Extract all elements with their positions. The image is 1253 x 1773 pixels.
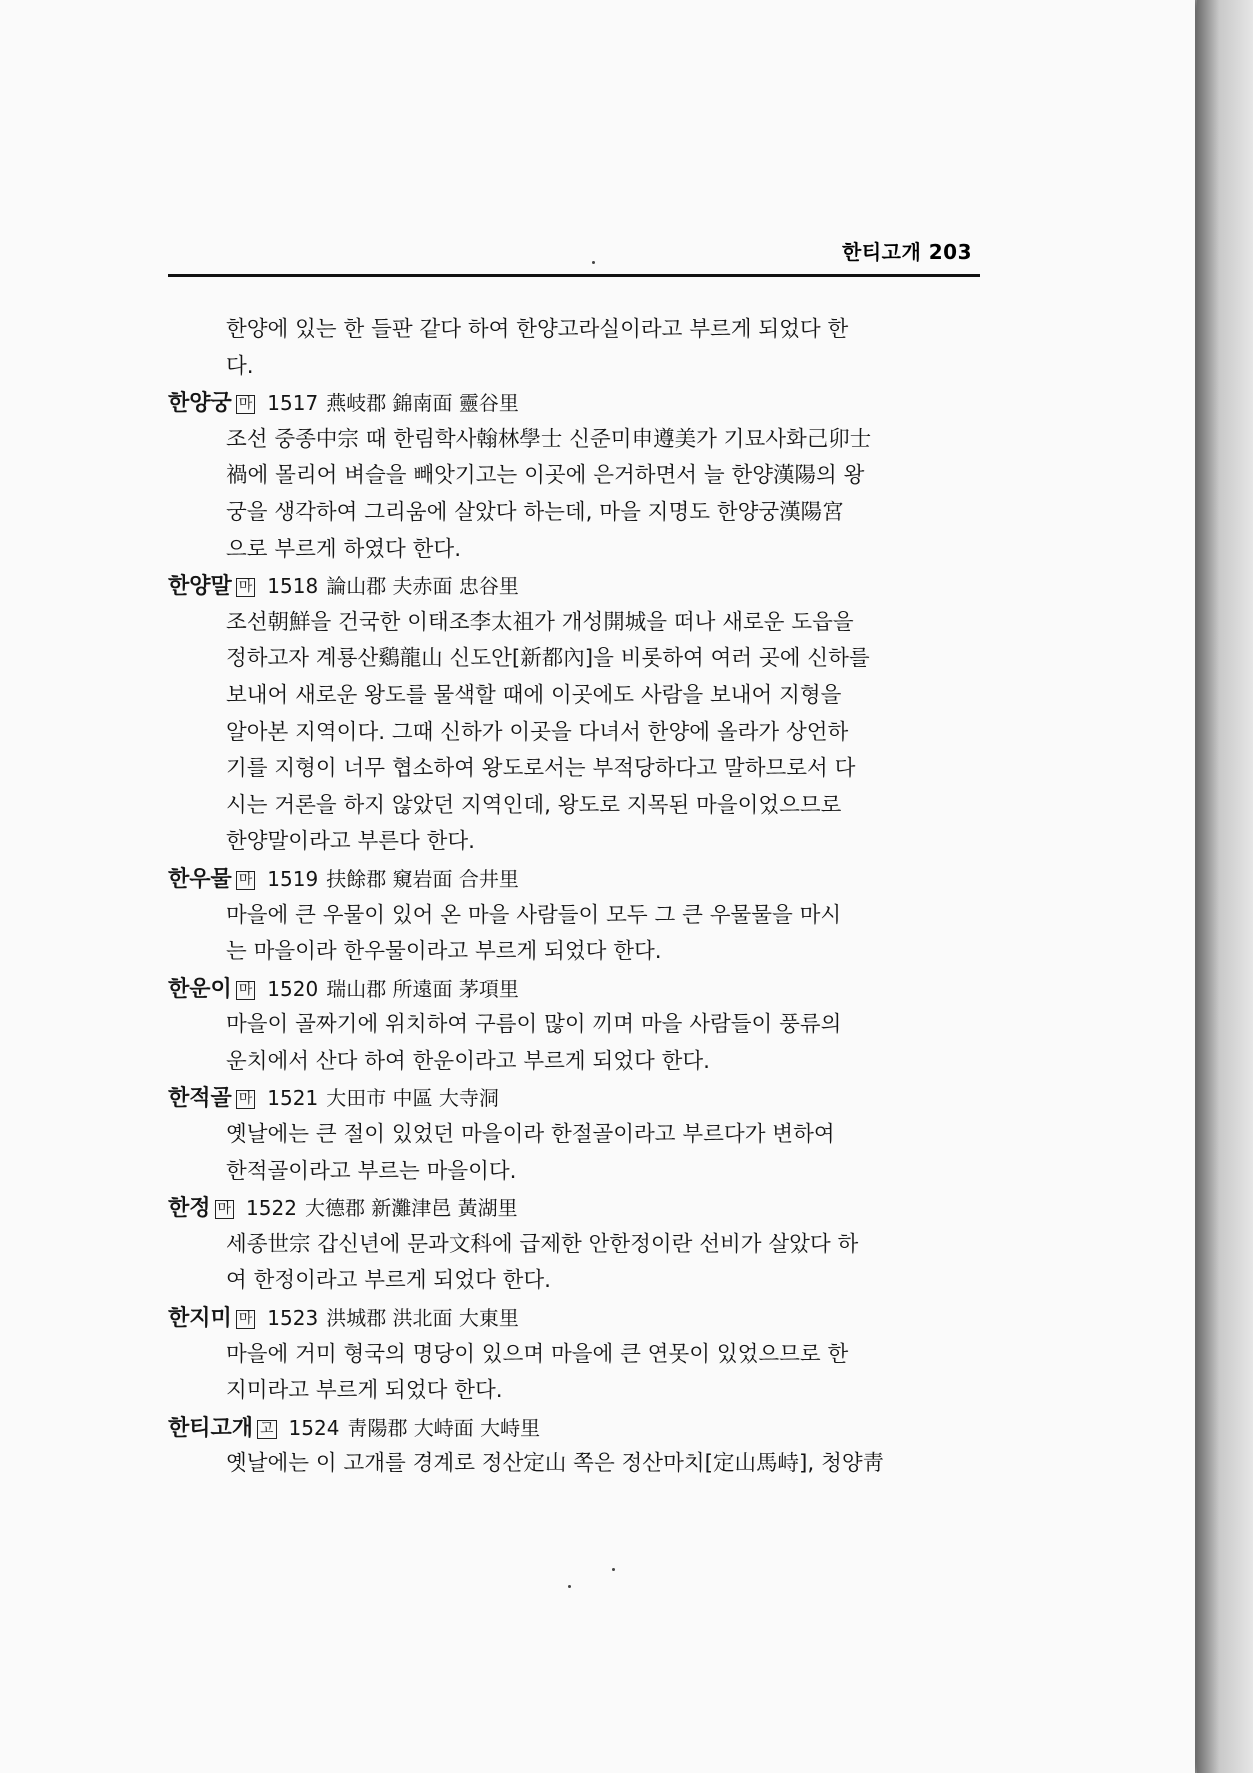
- entry-number: 1518: [267, 574, 319, 599]
- entry-header: [168, 568, 980, 605]
- entry-place: 大田市 中區 大寺洞: [326, 1086, 499, 1111]
- category-mark: 마: [236, 1310, 256, 1329]
- entry-header: [168, 1190, 980, 1227]
- dictionary-body: [168, 312, 980, 1483]
- continued-text-line: 한양에 있는 한 들판 같다 하여 한양고라실이라고 부르게 되었다 한: [226, 317, 849, 342]
- continued-text-line: 다.: [226, 353, 254, 379]
- entry-headword: 한운이: [168, 976, 232, 1002]
- entry-number: 1520: [267, 976, 319, 1001]
- category-mark: 마: [236, 871, 256, 890]
- entry-place: 扶餘郡 窺岩面 合井里: [326, 866, 519, 891]
- entry-header: [168, 861, 980, 898]
- entry-place: 洪城郡 洪北面 大東里: [326, 1306, 519, 1331]
- category-mark: 마: [236, 395, 256, 414]
- entry-headword: 한티고개: [168, 1415, 254, 1441]
- entry-text-line: 시는 거론을 하지 않았던 지역인데, 왕도로 지목된 마을이었으므로: [226, 792, 842, 818]
- entry-headword: 한양말: [168, 574, 232, 600]
- entry-number: 1517: [267, 391, 319, 416]
- entry-text-line: 옛날에는 이 고개를 경계로 정산定山 쪽은 정산마치[定山馬峙], 청양靑: [226, 1451, 885, 1477]
- entry-header: [168, 971, 980, 1008]
- entry-text-line: 마을이 골짜기에 위치하여 구름이 많이 끼며 마을 사람들이 풍류의: [226, 1012, 842, 1038]
- entry-text-line: 마을에 큰 우물이 있어 온 마을 사람들이 모두 그 큰 우물물을 마시: [226, 902, 842, 928]
- entry-text-line: 옛날에는 큰 절이 있었던 마을이라 한절골이라고 부르다가 변하여: [226, 1122, 835, 1148]
- entry-header: [168, 385, 980, 422]
- running-head-text: 한티고개 203: [842, 240, 972, 264]
- entry-number: 1523: [267, 1306, 319, 1331]
- category-mark: 마: [236, 981, 256, 1000]
- entry-number: 1524: [288, 1415, 340, 1440]
- entry-text-line: 여 한정이라고 부르게 되었다 한다.: [226, 1268, 551, 1294]
- entry-place: 論山郡 夫赤面 忠谷里: [326, 574, 519, 599]
- entry-headword: 한양궁: [168, 391, 232, 417]
- entry-place: 靑陽郡 大峙面 大峙里: [347, 1415, 541, 1440]
- entry-text-line: 으로 부르게 하였다 한다.: [226, 536, 462, 562]
- entry-header: [168, 1410, 980, 1447]
- entry-text-line: 세종世宗 갑신년에 문과文科에 급제한 안한정이란 선비가 살았다 하: [226, 1231, 859, 1257]
- scan-speck: [592, 261, 595, 264]
- entry-text-line: 한적골이라고 부르는 마을이다.: [226, 1158, 517, 1184]
- entry-number: 1519: [267, 866, 319, 891]
- entry-text-line: 한양말이라고 부른다 한다.: [226, 829, 475, 855]
- entry-place: 瑞山郡 所遠面 茅項里: [326, 976, 519, 1001]
- entry-place: 大德郡 新灘津邑 黃湖里: [304, 1196, 518, 1221]
- entry-text-line: 는 마을이라 한우물이라고 부르게 되었다 한다.: [226, 939, 662, 965]
- running-header: [168, 230, 980, 277]
- scan-speck: [612, 1568, 615, 1571]
- entry-number: 1522: [246, 1196, 297, 1221]
- page-edge-shadow: [1197, 0, 1253, 1773]
- entry-text-line: 조선 중종中宗 때 한림학사翰林學士 신준미申遵美가 기묘사화己卯士: [226, 426, 872, 452]
- entry-headword: 한우물: [168, 866, 232, 892]
- entry-text-line: 기를 지형이 너무 협소하여 왕도로서는 부적당하다고 말하므로서 다: [226, 756, 856, 782]
- entry-headword: 한정: [168, 1196, 211, 1222]
- entry-text-line: 지미라고 부르게 되었다 한다.: [226, 1378, 503, 1404]
- entry-header: [168, 1080, 980, 1117]
- entry-header: [168, 1300, 980, 1337]
- entry-headword: 한지미: [168, 1306, 232, 1332]
- category-mark: 마: [215, 1200, 235, 1219]
- category-mark: 마: [236, 578, 256, 597]
- entry-text-line: 정하고자 계룡산鷄龍山 신도안[新都內]을 비롯하여 여러 곳에 신하를: [226, 646, 870, 672]
- entry-text-line: 마을에 거미 형국의 명당이 있으며 마을에 큰 연못이 있었으므로 한: [226, 1341, 849, 1367]
- entry-text-line: 조선朝鮮을 건국한 이태조李太祖가 개성開城을 떠나 새로운 도읍을: [226, 609, 854, 635]
- entry-text-line: 보내어 새로운 왕도를 물색할 때에 이곳에도 사람을 보내어 지형을: [226, 682, 842, 708]
- entry-text-line: 禍에 몰리어 벼슬을 빼앗기고는 이곳에 은거하면서 늘 한양漢陽의 왕: [226, 463, 865, 489]
- entry-text-line: 궁을 생각하여 그리움에 살았다 하는데, 마을 지명도 한양궁漢陽宮: [226, 499, 844, 525]
- entry-place: 燕岐郡 錦南面 靈谷里: [326, 391, 519, 416]
- entry-text-line: 운치에서 산다 하여 한운이라고 부르게 되었다 한다.: [226, 1048, 710, 1074]
- scan-speck: [568, 1585, 571, 1588]
- category-mark: 고: [257, 1420, 277, 1439]
- entry-number: 1521: [267, 1086, 319, 1111]
- category-mark: 마: [236, 1090, 256, 1109]
- entry-text-line: 알아본 지역이다. 그때 신하가 이곳을 다녀서 한양에 올라가 상언하: [226, 719, 849, 745]
- entry-headword: 한적골: [168, 1086, 232, 1112]
